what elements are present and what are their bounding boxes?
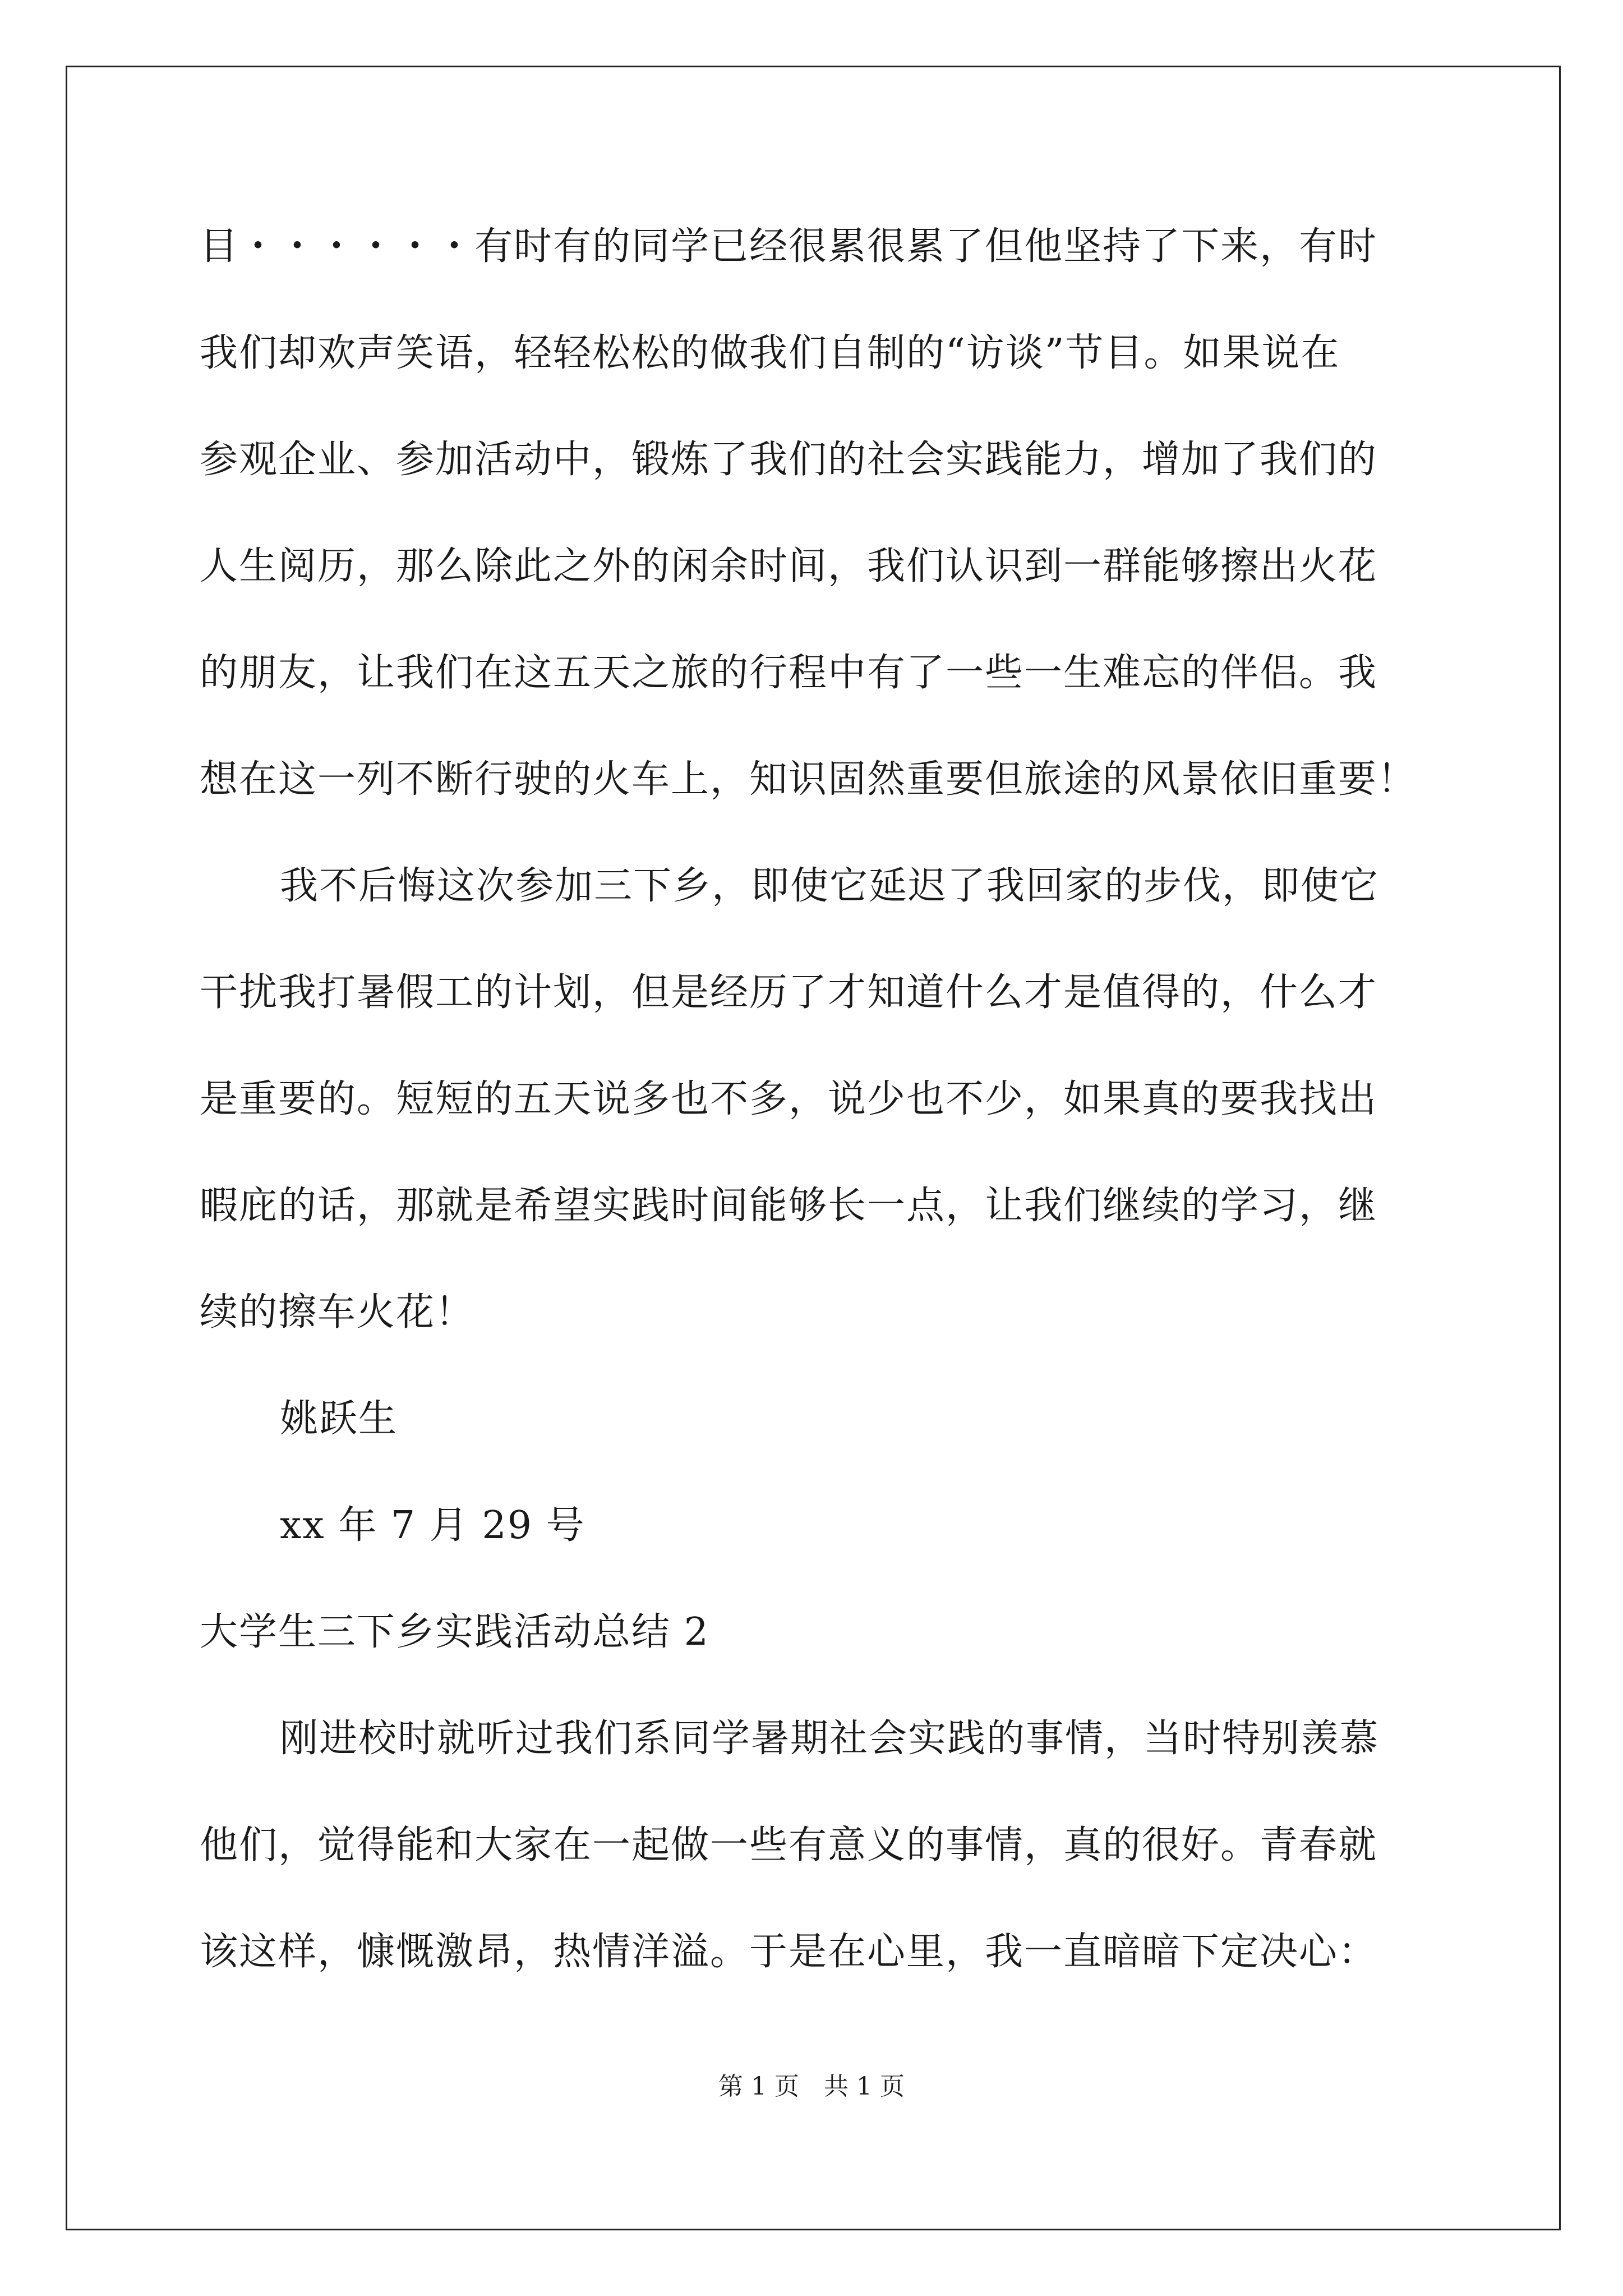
paragraph-line: 是重要的。短短的五天说多也不多，说少也不少，如果真的要我找出 bbox=[200, 1077, 1378, 1121]
signature: 姚跃生 bbox=[280, 1397, 398, 1441]
paragraph-line: 参观企业、参加活动中，锻炼了我们的社会实践能力，增加了我们的 bbox=[200, 438, 1378, 482]
page-border bbox=[66, 66, 1561, 2230]
paragraph-line: 我不后悔这次参加三下乡，即使它延迟了我回家的步伐，即使它 bbox=[280, 864, 1380, 908]
paragraph-line: 我们却欢声笑语，轻轻松松的做我们自制的“访谈”节目。如果说在 bbox=[200, 331, 1340, 375]
paragraph-line: 的朋友，让我们在这五天之旅的行程中有了一些一生难忘的伴侣。我 bbox=[200, 651, 1378, 695]
paragraph-line: 刚进校时就听过我们系同学暑期社会实践的事情，当时特别羡慕 bbox=[280, 1717, 1380, 1761]
paragraph-line: 人生阅历，那么除此之外的闲余时间，我们认识到一群能够擦出火花 bbox=[200, 544, 1378, 588]
paragraph-line: 续的擦车火花！ bbox=[200, 1290, 475, 1335]
paragraph-line: 想在这一列不断行驶的火车上，知识固然重要但旅途的风景依旧重要！ bbox=[200, 757, 1417, 802]
paragraph-line: 目・・・・・・有时有的同学已经很累很累了但他坚持了下来，有时 bbox=[200, 224, 1378, 269]
paragraph-line: 暇庇的话，那就是希望实践时间能够长一点，让我们继续的学习，继 bbox=[200, 1184, 1378, 1228]
section-title: 大学生三下乡实践活动总结 2 bbox=[200, 1610, 709, 1654]
paragraph-line: 干扰我打暑假工的计划，但是经历了才知道什么才是值得的，什么才 bbox=[200, 970, 1378, 1015]
paragraph-line: 该这样，慷慨激昂，热情洋溢。于是在心里，我一直暗暗下定决心： bbox=[200, 1930, 1378, 1974]
paragraph-line: 他们，觉得能和大家在一起做一些有意义的事情，真的很好。青春就 bbox=[200, 1823, 1378, 1867]
page-footer: 第 1 页 共 1 页 bbox=[718, 2072, 905, 2101]
date: xx 年 7 月 29 号 bbox=[280, 1503, 585, 1548]
